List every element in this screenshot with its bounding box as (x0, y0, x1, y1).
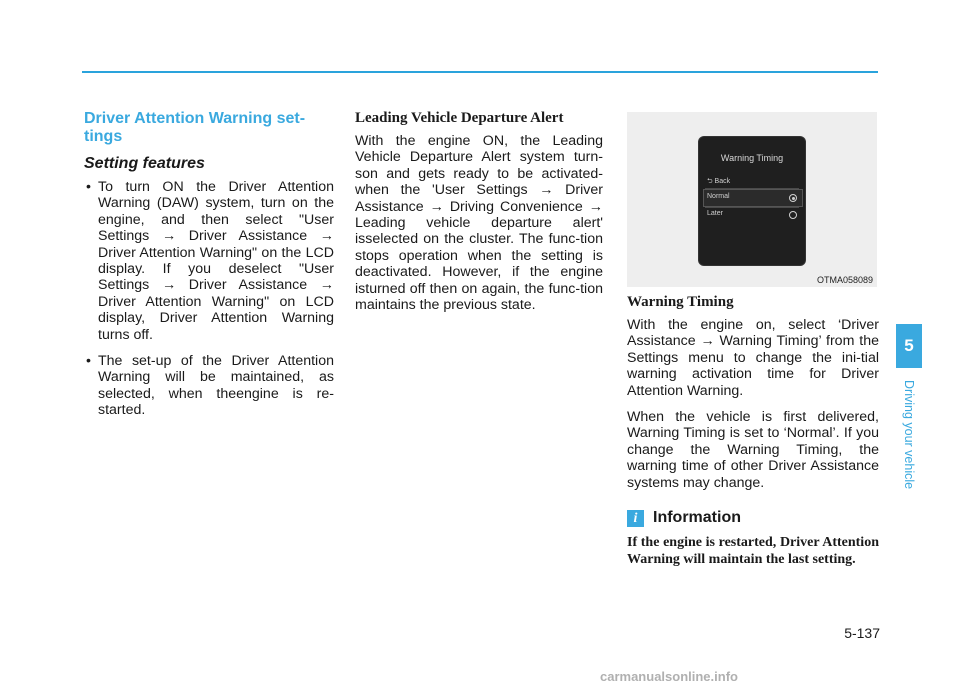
column-left (84, 110, 334, 429)
figure-code: OTMA058089 (816, 275, 873, 285)
radio-unselected-icon (789, 211, 797, 219)
leading-heading: Leading Vehicle Departure Alert (355, 110, 564, 126)
information-title: Information (653, 509, 741, 527)
chapter-title: Driving your vehicle (902, 380, 916, 490)
cluster-figure (627, 112, 877, 287)
watermark: carmanualsonline.info (600, 669, 738, 684)
info-icon: i (627, 510, 644, 527)
list-item: • To turn ON the Driver Attention Warning (DAW) system, turn on the engine, and then select "User Settings → Driver Assistance → Driver Attention Warning" on the LCD display. If you deselect "User Settings → Driver Assistance → Driver Attention Warning" on LCD display, Driver Attention Warning turns off. (84, 179, 334, 343)
warning-timing-heading: Warning Timing (627, 294, 734, 310)
section-heading: Driver Attention Warning set-tings (84, 110, 306, 145)
warning-timing-paragraph-1: With the engine on, select ‘Driver Assistance → Warning Timing’ from the Settings menu to change the ini-tial warning activation time for Driver Attention Warning. (627, 317, 879, 399)
divider (705, 207, 799, 208)
column-right (627, 112, 879, 568)
leading-paragraph: With the engine ON, the Leading Vehicle Departure Alert system turn-son and gets ready to be activated- when the 'User Settings → Driver Assistance → Driving Convenience → Leading vehicle departure alert' isselected on the cluster. The func-tion stops operation when the setting is deactivated. However, if the engine isturned off then on again, the func-tion maintains the previous state. (355, 133, 603, 314)
column-middle (355, 110, 603, 323)
warning-timing-paragraph-2: When the vehicle is first delivered, Warning Timing is set to ‘Normal’. If you change the Warning Timing, the warning time of other Driver Assistance systems may change. (627, 409, 879, 491)
information-header (627, 509, 879, 527)
header-rule (82, 71, 878, 73)
screen-option-later: Later (707, 210, 723, 217)
chapter-number-tab: 5 (896, 324, 922, 368)
section-subheading: Setting features (84, 155, 205, 172)
radio-selected-icon (789, 194, 797, 202)
screen-title: Warning Timing (720, 153, 784, 163)
cluster-screen (699, 137, 805, 265)
screen-back-item: ⮌ Back (707, 178, 731, 185)
screen-option-normal: Normal (707, 193, 730, 200)
information-text: If the engine is restarted, Driver Attention Warning will maintain the last setting. (627, 535, 879, 567)
bullet-list (84, 179, 334, 419)
page-number: 5-137 (844, 625, 880, 641)
list-item: • The set-up of the Driver Attention Warning will be maintained, as selected, when theengine is re-started. (84, 353, 334, 419)
